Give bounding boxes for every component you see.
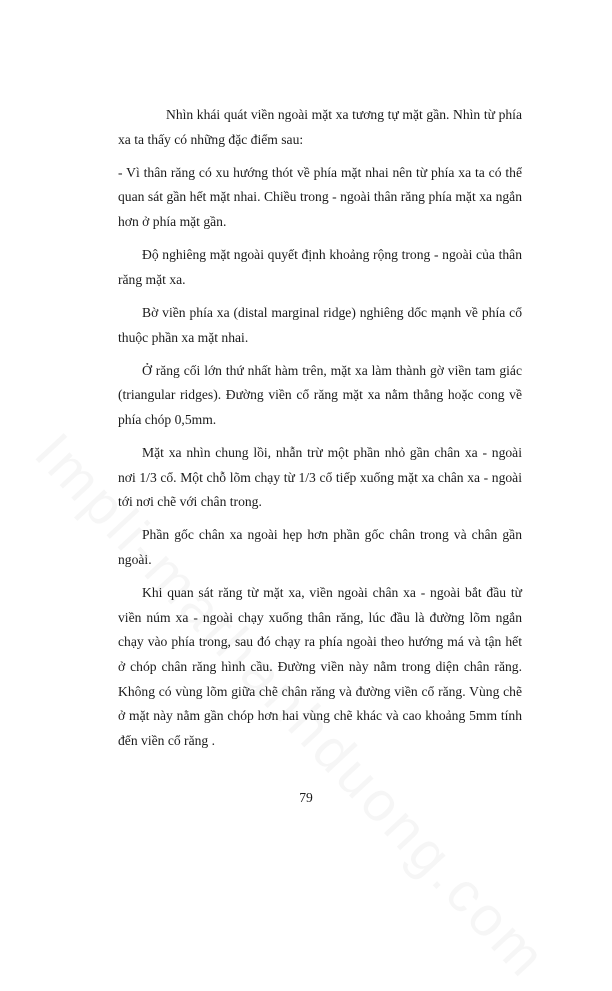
paragraph-convex-surface: Mặt xa nhìn chung lồi, nhẫn trừ một phần nhỏ gần chân xa - ngoài nơi 1/3 cổ. Một chỗ lõm chạy từ 1/3 cổ tiếp xuống mặt xa chân xa - ngoài tới nơi chẽ với chân trong.: [118, 445, 522, 510]
paragraph-distobuccal-root: Khi quan sát răng từ mặt xa, viền ngoài chân xa - ngoài bắt đầu từ viền núm xa - ngoài chạy xuống thân răng, lúc đầu là đường lõm ngắn chạy vào phía trong, sau đó chạy ra phía ngoài theo hướng má và tận hết ở chóp chân răng hình cầu. Đường viền này nằm trong diện chân răng. Không có vùng lõm giữa chẽ chân răng và đường viền cổ răng. Vùng chẽ ở mặt này nằm gần chóp hơn hai vùng chẽ khác và cao khoảng 5mm tính đến viền cổ răng .: [118, 585, 522, 748]
paragraph-buccal-inclination: Độ nghiêng mặt ngoài quyết định khoảng rộng trong - ngoài của thân răng mặt xa.: [118, 247, 522, 287]
paragraph-first-molar: Ở răng cối lớn thứ nhất hàm trên, mặt xa làm thành gờ viền tam giác (triangular ridges). Đường viền cổ răng mặt xa nằm thẳng hoặc cong về phía chóp 0,5mm.: [118, 362, 522, 427]
paragraph-distal-marginal-ridge: Bờ viền phía xa (distal marginal ridge) nghiêng dốc mạnh về phía cổ thuộc phần xa mặt nhai.: [118, 304, 522, 345]
body-text: [118, 103, 522, 762]
page-number: 79: [299, 790, 313, 805]
paragraph-occlusal-view: - Vì thân răng có xu hướng thót về phía mặt nhai nên từ phía xa ta có thể quan sát gần hết mặt nhai. Chiều trong - ngoài thân răng phía mặt xa ngắn hơn ở phía mặt gần.: [118, 164, 522, 229]
paragraph-intro: Nhìn khái quát viền ngoài mặt xa tương tự mặt gần. Nhìn từ phía xa ta thấy có những đặc điểm sau:: [118, 107, 522, 147]
paragraph-root-trunk: Phần gốc chân xa ngoài hẹp hơn phần gốc chân trong và chân gần ngoài.: [118, 527, 522, 568]
